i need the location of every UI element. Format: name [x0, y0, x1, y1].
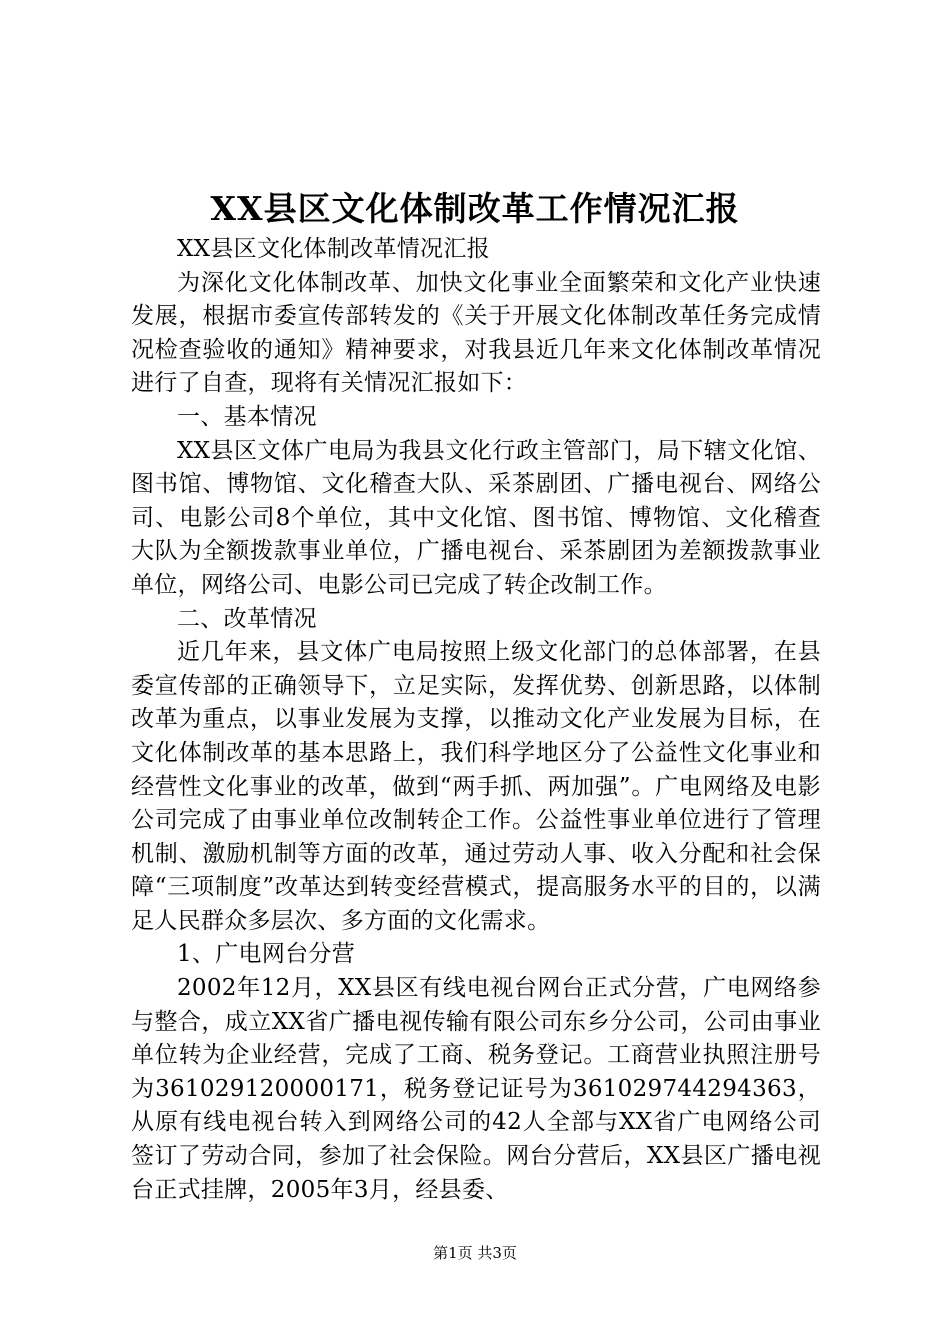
- subsection-heading-network: 1、广电网台分营: [177, 941, 356, 968]
- page-number-footer: 第1页 共3页: [433, 1244, 517, 1262]
- paragraph-intro: 为深化文化体制改革、加快文化事业全面繁荣和文化产业快速发展，根据市委宣传部转发的《关于开展文化体制改革任务完成情况检查验收的通知》精神要求，对我县近几年来文化体制改革情况进行了自查，现将有关情况汇报如下：: [131, 269, 821, 397]
- paragraph-reform-info: 近几年来，县文体广电局按照上级文化部门的总体部署，在县委宣传部的正确领导下，立足实际，发挥优势、创新思路，以体制改革为重点，以事业发展为支撑，以推动文化产业发展为目标，在文化体制改革的基本思路上，我们科学地区分了公益性文化事业和经营性文化事业的改革，做到“两手抓、两加强”。广电网络及电影公司完成了由事业单位改制转企工作。公益性事业单位进行了管理机制、激励机制等方面的改革，通过劳动人事、收入分配和社会保障“三项制度”改革达到转变经营模式，提高服务水平的目的，以满足人民群众多层次、多方面的文化需求。: [131, 639, 821, 934]
- document-title: XX县区文化体制改革工作情况汇报: [210, 189, 740, 228]
- paragraph-basic-info: XX县区文体广电局为我县文化行政主管部门，局下辖文化馆、图书馆、博物馆、文化稽查大队、采茶剧团、广播电视台、网络公司、电影公司8个单位，其中文化馆、图书馆、博物馆、文化稽查大队为全额拨款事业单位，广播电视台、采茶剧团为差额拨款事业单位，网络公司、电影公司已完成了转企改制工作。: [131, 437, 821, 598]
- document-body: [131, 233, 821, 1207]
- section-heading-basic: 一、基本情况: [177, 403, 317, 430]
- paragraph-subtitle: XX县区文化体制改革情况汇报: [177, 236, 490, 262]
- paragraph-network-info: 2002年12月，XX县区有线电视台网台正式分营，广电网络参与整合，成立XX省广播电视传输有限公司东乡分公司，公司由事业单位转为企业经营，完成了工商、税务登记。工商营业执照注册号为361029120000171，税务登记证号为361029744294363，从原有线电视台转入到网络公司的42人全部与XX省广电网络公司签订了劳动合同，参加了社会保险。网台分营后，XX县区广播电视台正式挂牌，2005年3月，经县委、: [131, 975, 821, 1203]
- section-heading-reform: 二、改革情况: [177, 605, 317, 632]
